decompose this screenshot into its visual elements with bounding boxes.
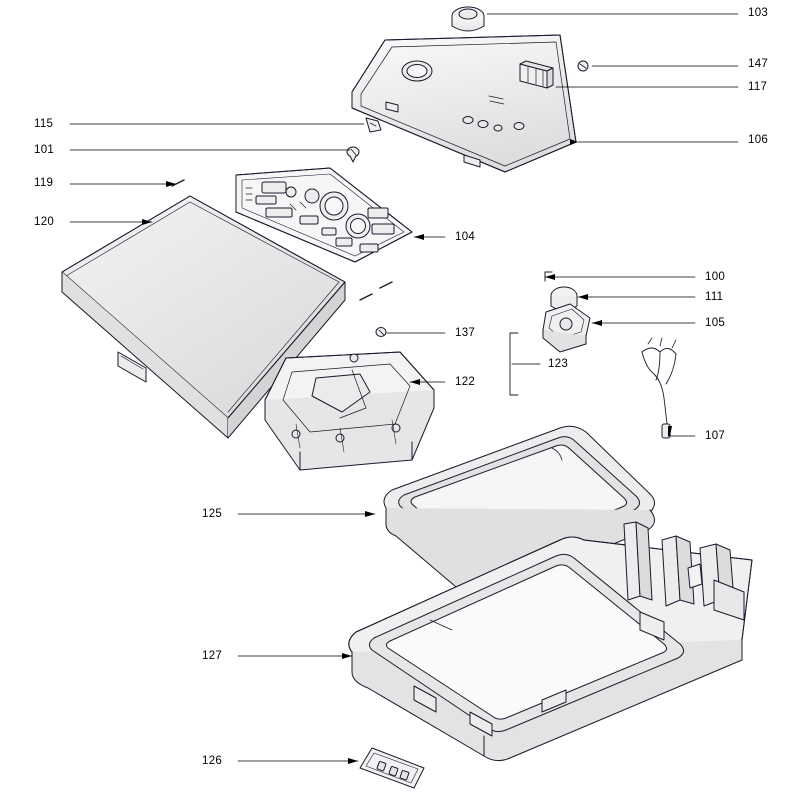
- callout-123: 123: [548, 358, 569, 370]
- callout-117: 117: [748, 81, 768, 93]
- callout-119: 119: [34, 177, 54, 189]
- callout-122: 122: [455, 376, 476, 388]
- part-103-knob-cap: [452, 7, 484, 31]
- callout-115: 115: [34, 118, 54, 130]
- part-100-lid-switch-assembly: [543, 272, 590, 352]
- callout-147: 147: [748, 58, 769, 70]
- callout-107: 107: [705, 430, 726, 442]
- part-106-console-panel: [352, 35, 588, 172]
- callout-125: 125: [202, 508, 223, 520]
- part-101-screw: [347, 147, 359, 162]
- part-126-trim-strip: [360, 748, 424, 788]
- part-127-cabinet-top: [349, 522, 752, 761]
- part-105-lid-switch-housing: [543, 304, 590, 352]
- callout-106: 106: [748, 134, 769, 146]
- callout-100: 100: [705, 271, 726, 283]
- part-107-wire-harness: [642, 338, 676, 438]
- part-147-screw-small: [578, 61, 588, 71]
- callout-127: 127: [202, 650, 223, 662]
- callout-111: 111: [705, 291, 724, 303]
- callout-101: 101: [34, 144, 55, 156]
- part-115-clip-fastener: [366, 118, 381, 132]
- callout-120: 120: [34, 216, 55, 228]
- callout-137: 137: [455, 327, 476, 339]
- callout-103: 103: [748, 7, 769, 19]
- part-137-screw-mounting: [376, 328, 386, 337]
- callout-104: 104: [455, 231, 476, 243]
- callout-105: 105: [705, 317, 726, 329]
- part-122-dispenser-housing: [265, 352, 434, 470]
- callout-126: 126: [202, 755, 223, 767]
